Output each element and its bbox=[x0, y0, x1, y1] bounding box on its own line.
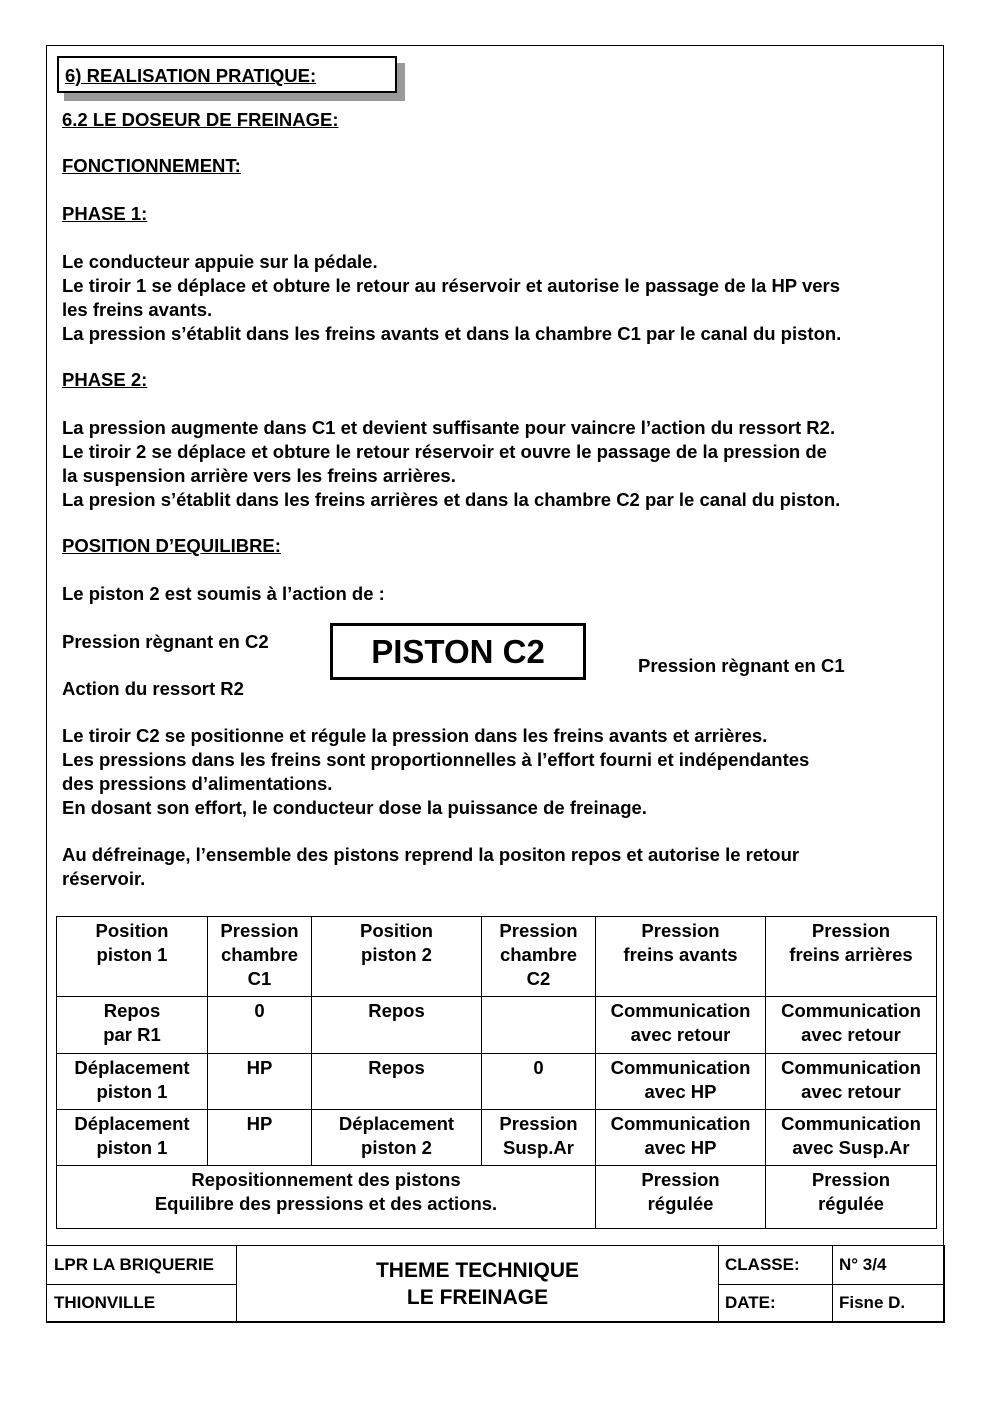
table-cell: HP bbox=[208, 1110, 312, 1166]
text-line: réservoir. bbox=[62, 868, 146, 889]
table-cell: Communication avec Susp.Ar bbox=[766, 1110, 937, 1166]
footer-theme bbox=[237, 1246, 719, 1323]
equilibre-intro: Le piston 2 est soumis à l’action de : bbox=[62, 583, 385, 604]
equilibre-heading: POSITION D’EQUILIBRE: bbox=[62, 535, 281, 556]
table-cell: 0 bbox=[208, 997, 312, 1054]
footer-city: THIONVILLE bbox=[47, 1284, 237, 1323]
table-header: Pression chambre C2 bbox=[482, 917, 596, 997]
text-line: La pression s’établit dans les freins avants et dans la chambre C1 par le canal du piston. bbox=[62, 323, 842, 344]
table-header: Pression chambre C1 bbox=[208, 917, 312, 997]
table-header: Position piston 2 bbox=[312, 917, 482, 997]
text-line: Le tiroir 2 se déplace et obture le retour réservoir et ouvre le passage de la pression de bbox=[62, 441, 827, 462]
text-line: Le conducteur appuie sur la pédale. bbox=[62, 251, 378, 272]
table-cell: Communication avec retour bbox=[766, 997, 937, 1054]
state-table bbox=[56, 916, 937, 1229]
footer-theme-line2: LE FREINAGE bbox=[406, 1286, 549, 1309]
text-line: La presion s’établit dans les freins arrières et dans la chambre C2 par le canal du piston. bbox=[62, 489, 841, 510]
text-line: la suspension arrière vers les freins arrières. bbox=[62, 465, 456, 486]
table-row bbox=[57, 997, 937, 1054]
table-cell: Déplacement piston 1 bbox=[57, 1110, 208, 1166]
equilibre-text bbox=[62, 724, 932, 820]
table-cell: Repos par R1 bbox=[57, 997, 208, 1054]
footer-date-value: Fisne D. bbox=[833, 1284, 945, 1323]
footer-classe-value: N° 3/4 bbox=[833, 1246, 945, 1285]
table-header: Pression freins arrières bbox=[766, 917, 937, 997]
table-header: Pression freins avants bbox=[596, 917, 766, 997]
force-label-r2: Action du ressort R2 bbox=[62, 678, 244, 699]
table-cell: Pression régulée bbox=[766, 1166, 937, 1229]
table-cell: Repos bbox=[312, 1054, 482, 1110]
text-line: En dosant son effort, le conducteur dose la puissance de freinage. bbox=[62, 797, 647, 818]
fonctionnement-heading: FONCTIONNEMENT: bbox=[62, 155, 241, 176]
table-cell: Communication avec HP bbox=[596, 1054, 766, 1110]
table-cell: HP bbox=[208, 1054, 312, 1110]
table-cell: Déplacement piston 2 bbox=[312, 1110, 482, 1166]
table-cell bbox=[482, 997, 596, 1054]
section-title: 6) REALISATION PRATIQUE: bbox=[65, 65, 317, 86]
defreinage-text bbox=[62, 843, 932, 891]
table-row-summary bbox=[57, 1166, 937, 1229]
phase2-heading: PHASE 2: bbox=[62, 369, 148, 390]
footer-school: LPR LA BRIQUERIE bbox=[47, 1246, 237, 1285]
text-line: les freins avants. bbox=[62, 299, 213, 320]
table-cell: 0 bbox=[482, 1054, 596, 1110]
force-label-c1: Pression règnant en C1 bbox=[638, 655, 845, 676]
phase1-heading: PHASE 1: bbox=[62, 203, 148, 224]
table-cell: Repos bbox=[312, 997, 482, 1054]
table-cell: Pression Susp.Ar bbox=[482, 1110, 596, 1166]
table-header-row bbox=[57, 917, 937, 997]
text-line: La pression augmente dans C1 et devient suffisante pour vaincre l’action du ressort R2. bbox=[62, 417, 836, 438]
piston-c2-box bbox=[330, 623, 586, 680]
footer-cartouche bbox=[46, 1245, 945, 1323]
table-cell: Communication avec HP bbox=[596, 1110, 766, 1166]
table-cell: Communication avec retour bbox=[766, 1054, 937, 1110]
table-cell: Déplacement piston 1 bbox=[57, 1054, 208, 1110]
text-line: Les pressions dans les freins sont proportionnelles à l’effort fourni et indépendantes bbox=[62, 749, 810, 770]
subsection-title: 6.2 LE DOSEUR DE FREINAGE: bbox=[62, 109, 339, 130]
table-row bbox=[57, 1110, 937, 1166]
text-line: Le tiroir C2 se positionne et régule la pression dans les freins avants et arrières. bbox=[62, 725, 768, 746]
text-line: Au défreinage, l’ensemble des pistons reprend la positon repos et autorise le retour bbox=[62, 844, 800, 865]
table-cell: Pression régulée bbox=[596, 1166, 766, 1229]
phase2-text bbox=[62, 416, 932, 512]
footer-classe-label: CLASSE: bbox=[719, 1246, 833, 1285]
text-line: Le tiroir 1 se déplace et obture le retour au réservoir et autorise le passage de la HP vers bbox=[62, 275, 841, 296]
table-cell-merged: Repositionnement des pistons Equilibre des pressions et des actions. bbox=[57, 1166, 596, 1229]
text-line: des pressions d’alimentations. bbox=[62, 773, 333, 794]
piston-c2-label: PISTON C2 bbox=[371, 632, 545, 670]
phase1-text bbox=[62, 250, 932, 346]
force-label-c2: Pression règnant en C2 bbox=[62, 631, 269, 652]
table-header: Position piston 1 bbox=[57, 917, 208, 997]
footer-date-label: DATE: bbox=[719, 1284, 833, 1323]
table-row bbox=[57, 1054, 937, 1110]
table-cell: Communication avec retour bbox=[596, 997, 766, 1054]
footer-theme-line1: THEME TECHNIQUE bbox=[375, 1259, 579, 1282]
